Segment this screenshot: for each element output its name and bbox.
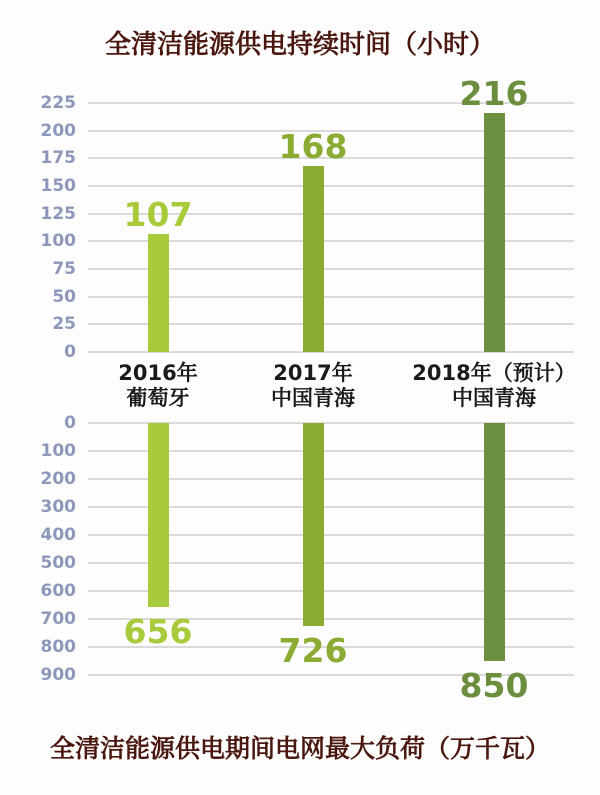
y-tick-label: 400 bbox=[40, 525, 76, 545]
y-tick-label: 100 bbox=[40, 441, 76, 461]
y-tick-label: 175 bbox=[40, 148, 76, 169]
bar bbox=[484, 113, 505, 352]
bar bbox=[303, 166, 324, 352]
y-tick-label: 0 bbox=[64, 413, 76, 433]
bar-value-label: 216 bbox=[459, 73, 529, 113]
bar-value-label: 107 bbox=[123, 194, 193, 234]
bottom-chart-title: 全清洁能源供电期间电网最大负荷（万千瓦） bbox=[49, 734, 550, 763]
y-tick-label: 50 bbox=[52, 286, 76, 307]
category-label bbox=[384, 361, 600, 411]
category-label-place: 葡萄牙 bbox=[126, 386, 190, 410]
bar-value-label: 168 bbox=[278, 127, 348, 167]
y-tick-label: 300 bbox=[40, 497, 76, 517]
y-tick-label: 25 bbox=[52, 314, 76, 335]
bar-value-label: 850 bbox=[459, 666, 529, 705]
y-tick-label: 200 bbox=[40, 469, 76, 489]
category-label-year: 2017年 bbox=[273, 361, 353, 385]
bar-value-label: 726 bbox=[278, 631, 348, 671]
category-label-place: 中国青海 bbox=[452, 386, 536, 410]
bar bbox=[484, 423, 505, 661]
y-tick-label: 800 bbox=[40, 637, 76, 657]
y-tick-label: 500 bbox=[40, 553, 76, 573]
y-tick-label: 150 bbox=[40, 176, 76, 196]
category-label-year: 2016年 bbox=[118, 361, 198, 385]
y-tick-label: 0 bbox=[64, 342, 76, 362]
bar bbox=[148, 423, 169, 607]
top-chart-title: 全清洁能源供电持续时间（小时） bbox=[104, 30, 495, 60]
bar-value-label: 656 bbox=[123, 611, 193, 651]
y-tick-label: 225 bbox=[40, 93, 76, 113]
category-label-year: 2018年（预计） bbox=[412, 361, 576, 385]
bar bbox=[303, 423, 324, 626]
y-tick-label: 200 bbox=[40, 120, 76, 141]
y-tick-label: 125 bbox=[40, 203, 76, 224]
y-tick-label: 75 bbox=[52, 259, 76, 279]
category-label-place: 中国青海 bbox=[271, 386, 355, 410]
y-tick-label: 700 bbox=[40, 609, 76, 629]
y-tick-label: 900 bbox=[40, 665, 76, 685]
bar bbox=[148, 234, 169, 352]
y-tick-label: 100 bbox=[40, 231, 76, 252]
y-tick-label: 600 bbox=[40, 581, 76, 601]
